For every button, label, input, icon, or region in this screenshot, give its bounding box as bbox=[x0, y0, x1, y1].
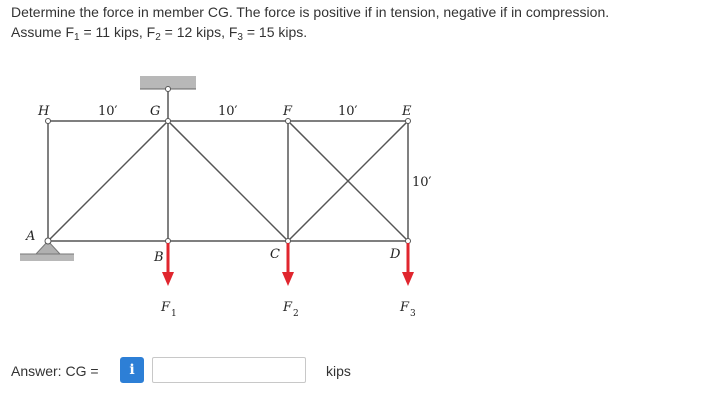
load-label-f1: F bbox=[161, 300, 171, 315]
node-label-d: D bbox=[390, 247, 401, 262]
load-arrow-f2 bbox=[282, 272, 294, 286]
load-label-f2-sub: 2 bbox=[293, 309, 299, 319]
load-label-f3: F bbox=[400, 300, 410, 315]
load-arrow-f3 bbox=[402, 272, 414, 286]
member-ag bbox=[48, 121, 168, 241]
dim-label-gf: 10′ bbox=[218, 104, 238, 119]
answer-label: Answer: CG = bbox=[11, 363, 99, 379]
node-label-f: F bbox=[283, 104, 293, 119]
dim-label-fe: 10′ bbox=[338, 104, 358, 119]
node-label-h: H bbox=[38, 104, 50, 119]
answer-input[interactable] bbox=[152, 357, 306, 383]
load-arrow-f1 bbox=[162, 272, 174, 286]
node-label-a: A bbox=[26, 229, 36, 244]
question-text-line-1: Determine the force in member CG. The force is positive if in tension, negative if in compression. bbox=[11, 4, 610, 20]
truss-members bbox=[48, 121, 408, 241]
dim-label-hg: 10′ bbox=[98, 104, 118, 119]
dim-label-ed: 10′ bbox=[412, 175, 432, 190]
load-label-f2: F bbox=[283, 300, 293, 315]
load-label-f3-sub: 3 bbox=[410, 309, 416, 319]
node-label-g: G bbox=[150, 104, 161, 119]
info-icon[interactable]: i bbox=[120, 357, 144, 383]
node-label-e: E bbox=[402, 104, 412, 119]
unit-label: kips bbox=[326, 363, 351, 379]
member-cg bbox=[168, 121, 288, 241]
question-text-line-2: Assume $F_1 = 11$ kips, $F_2 = 12$ kips, $F_3 = 15$ kips. bbox=[11, 24, 308, 43]
node-label-b: B bbox=[154, 250, 164, 265]
node-label-c: C bbox=[270, 247, 280, 262]
load-arrows bbox=[162, 243, 414, 286]
load-label-f1-sub: 1 bbox=[171, 309, 177, 319]
